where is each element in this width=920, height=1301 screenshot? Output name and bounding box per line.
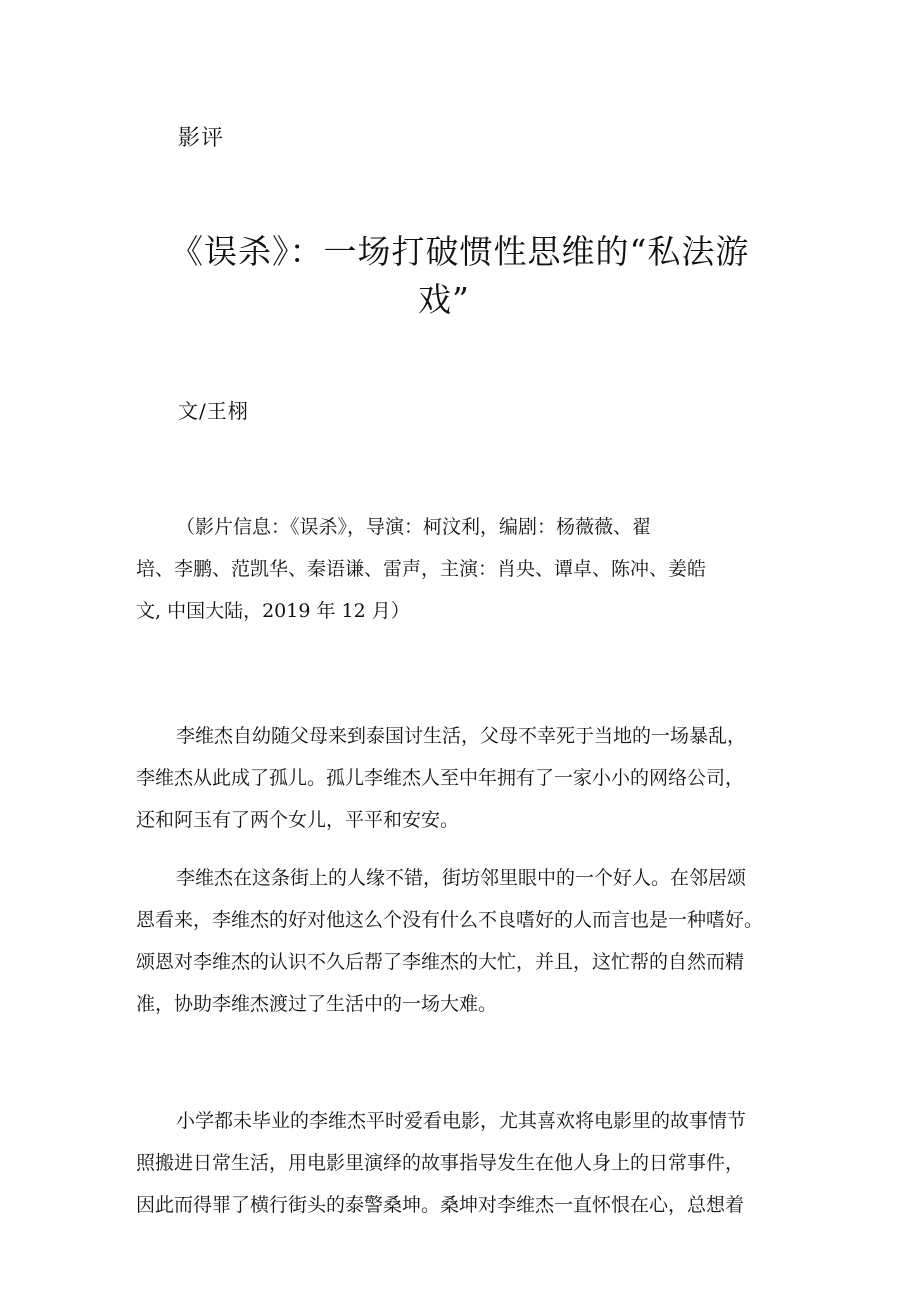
- film-info-line: 培、李鹏、范凯华、秦语谦、雷声，主演：肖央、谭卓、陈冲、姜皓: [136, 558, 707, 580]
- paragraph-line: 李维杰从此成了孤儿。孤儿李维杰人至中年拥有了一家小小的网络公司，: [136, 767, 745, 789]
- paragraph-line: 颂恩对李维杰的认识不久后帮了李维杰的大忙，并且，这忙帮的自然而精: [136, 951, 745, 973]
- paragraph-line: 照搬进日常生活，用电影里演绎的故事指导发生在他人身上的日常事件，: [136, 1152, 745, 1174]
- paragraph-line: 李维杰自幼随父母来到泰国讨生活，父母不幸死于当地的一场暴乱，: [176, 725, 747, 747]
- title-line-2: 戏”: [418, 280, 470, 319]
- section-label: 影评: [178, 126, 225, 151]
- byline: 文/王栩: [178, 399, 249, 423]
- film-info-line: （影片信息：《误杀》，导演：柯汶利，编剧：杨薇薇、翟: [176, 516, 652, 538]
- film-info-line: 文, 中国大陆，2019 年 12 月）: [136, 600, 410, 622]
- paragraph-1: [136, 715, 800, 841]
- film-info-paragraph: [136, 506, 800, 632]
- paragraph-line: 小学都未毕业的李维杰平时爱看电影，尤其喜欢将电影里的故事情节: [176, 1110, 747, 1132]
- paragraph-line: 因此而得罪了横行街头的泰警桑坤。桑坤对李维杰一直怀恨在心，总想着: [136, 1194, 745, 1216]
- paragraph-line: 恩看来，李维杰的好对他这么个没有什么不良嗜好的人而言也是一种嗜好。: [136, 909, 764, 931]
- paragraph-2: [136, 857, 800, 1025]
- title-line-1: 《误杀》：一场打破惯性思维的“私法游: [170, 232, 750, 271]
- paragraph-line: 还和阿玉有了两个女儿，平平和安安。: [136, 809, 460, 831]
- paragraph-3: [136, 1100, 800, 1226]
- paragraph-line: 李维杰在这条街上的人缘不错，街坊邻里眼中的一个好人。在邻居颂: [176, 867, 747, 889]
- article-title: [170, 228, 790, 324]
- paragraph-line: 准，协助李维杰渡过了生活中的一场大难。: [136, 993, 498, 1015]
